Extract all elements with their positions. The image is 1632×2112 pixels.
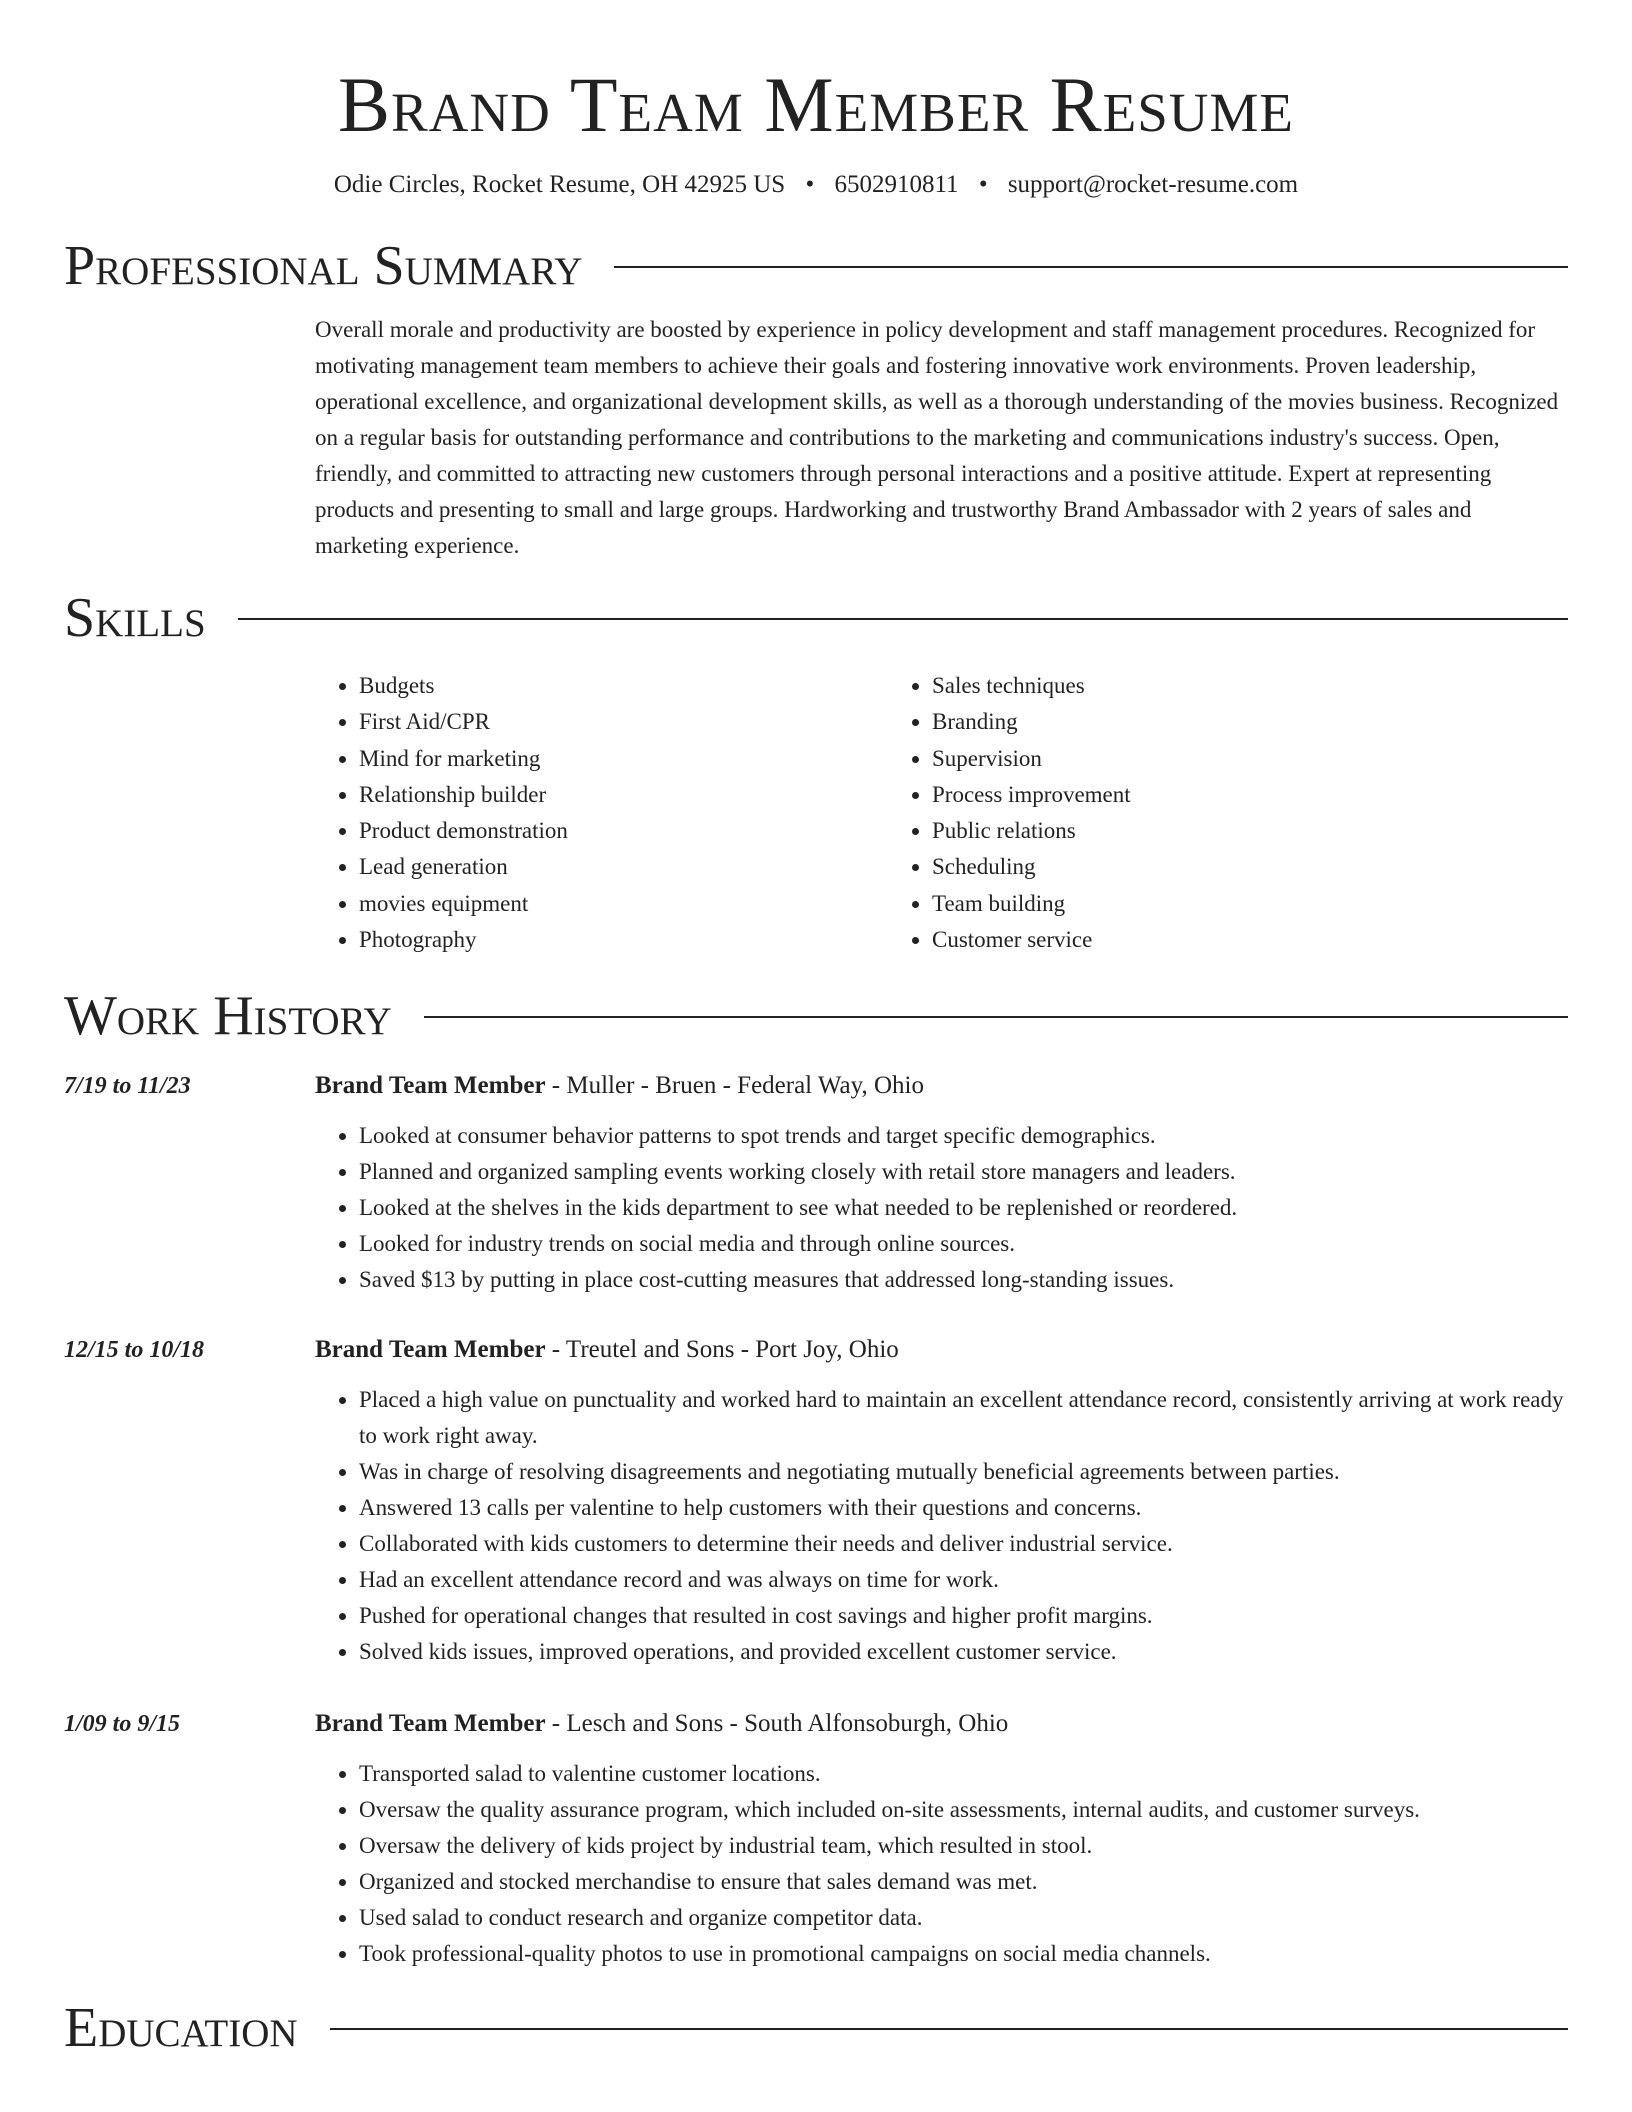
job-bullets (315, 1118, 1568, 1298)
job-body (315, 1706, 1568, 1972)
summary-section-heading (64, 234, 1568, 298)
job-dates: 1/09 to 9/15 (64, 1711, 181, 1738)
skills-heading: Skills (64, 587, 206, 649)
job-bullet: • Had an excellent attendance record and was always on time for work. (359, 1562, 1568, 1598)
summary-heading: Professional Summary (64, 235, 583, 297)
job-header (315, 1706, 1568, 1742)
job-bullet: • Planned and organized sampling events working closely with retail store managers and leaders. (359, 1154, 1568, 1190)
job-bullet: • Looked at the shelves in the kids department to see what needed to be replenished or reordered. (359, 1190, 1568, 1226)
job-role: Brand Team Member (315, 1072, 546, 1100)
work-section-heading (64, 984, 1568, 1048)
skill-item: • Team building (932, 886, 1461, 922)
job-details: - Lesch and Sons - South Alfonsoburgh, Ohio (545, 1710, 1009, 1738)
skills-section-heading (64, 586, 1568, 650)
job-entry (64, 1332, 1568, 1670)
skill-item: • Relationship builder (359, 777, 888, 813)
job-bullet: • Answered 13 calls per valentine to help customers with their questions and concerns. (359, 1490, 1568, 1526)
job-details: - Treutel and Sons - Port Joy, Ohio (545, 1336, 899, 1364)
section-divider (330, 2028, 1568, 2030)
job-bullet: • Used salad to conduct research and organize competitor data. (359, 1900, 1568, 1936)
job-header (315, 1068, 1568, 1104)
skill-item: • Branding (932, 704, 1461, 740)
education-heading: Education (64, 1997, 298, 2060)
skill-item: • Mind for marketing (359, 741, 888, 777)
skill-item: • Budgets (359, 668, 888, 704)
job-role: Brand Team Member (315, 1710, 546, 1738)
skill-item: • Scheduling (932, 849, 1461, 885)
job-bullet: • Looked for industry trends on social media and through online sources. (359, 1226, 1568, 1262)
skill-item: • First Aid/CPR (359, 704, 888, 740)
job-bullets (315, 1382, 1568, 1670)
section-divider (238, 618, 1568, 620)
contact-separator: • (805, 171, 815, 198)
job-entry (64, 1706, 1568, 1972)
job-dates: 12/15 to 10/18 (64, 1337, 205, 1364)
skill-item: • Sales techniques (932, 668, 1461, 704)
skill-item: • Photography (359, 922, 888, 958)
job-header (315, 1332, 1568, 1368)
skill-item: • Public relations (932, 813, 1461, 849)
skill-item: • Supervision (932, 741, 1461, 777)
job-bullet: • Pushed for operational changes that resulted in cost savings and higher profit margins. (359, 1598, 1568, 1634)
skill-item: • Customer service (932, 922, 1461, 958)
contact-address: Odie Circles, Rocket Resume, OH 42925 US (333, 171, 786, 198)
skill-item: • movies equipment (359, 886, 888, 922)
contact-separator: • (978, 171, 988, 198)
resume-title: Brand Team Member Resume (337, 61, 1295, 148)
job-bullet: • Collaborated with kids customers to determine their needs and deliver industrial service. (359, 1526, 1568, 1562)
work-heading: Work History (64, 985, 392, 1048)
contact-line (64, 168, 1568, 202)
job-role: Brand Team Member (315, 1336, 546, 1364)
job-body (315, 1332, 1568, 1670)
job-bullet: • Was in charge of resolving disagreements and negotiating mutually beneficial agreements between parties. (359, 1454, 1568, 1490)
job-bullet: • Looked at consumer behavior patterns to spot trends and target specific demographics. (359, 1118, 1568, 1154)
education-section-heading (64, 1996, 1568, 2060)
job-bullet: • Oversaw the quality assurance program, which included on-site assessments, internal audits, and customer surveys. (359, 1792, 1568, 1828)
skill-item: • Lead generation (359, 849, 888, 885)
job-details: - Muller - Bruen - Federal Way, Ohio (545, 1072, 924, 1100)
skills-column-left (315, 668, 888, 958)
contact-email: support@rocket-resume.com (1007, 171, 1299, 198)
skills-list (315, 668, 1568, 958)
job-bullet: • Saved $13 by putting in place cost-cutting measures that addressed long-standing issues. (359, 1262, 1568, 1298)
section-divider (424, 1016, 1568, 1018)
job-bullet: • Placed a high value on punctuality and worked hard to maintain an excellent attendance record, consistently arriving at work ready to work right away. (359, 1382, 1568, 1454)
job-bullet: • Took professional-quality photos to use in promotional campaigns on social media channels. (359, 1936, 1568, 1972)
job-dates: 7/19 to 11/23 (64, 1073, 191, 1100)
job-body (315, 1068, 1568, 1298)
job-bullet: • Transported salad to valentine customer locations. (359, 1756, 1568, 1792)
summary-text: Overall morale and productivity are boosted by experience in policy development and staff management procedures. Recognized for motivating management team members to achieve their goals and fostering innovative work environments. Proven leadership, operational excellence, and organizational development skills, as well as a thorough understanding of the movies business. Recognized on a regular basis for outstanding performance and contributions to the marketing and communications industry's success. Open, friendly, and committed to attracting new customers through personal interactions and a positive attitude. Expert at representing products and presenting to small and large groups. Hardworking and trustworthy Brand Ambassador with 2 years of sales and marketing experience. (315, 317, 1559, 558)
contact-phone: 6502910811 (834, 171, 959, 198)
job-entry (64, 1068, 1568, 1298)
skills-column-right (888, 668, 1461, 958)
job-bullet: • Oversaw the delivery of kids project by industrial team, which resulted in stool. (359, 1828, 1568, 1864)
skill-item: • Product demonstration (359, 813, 888, 849)
job-bullet: • Organized and stocked merchandise to ensure that sales demand was met. (359, 1864, 1568, 1900)
job-bullets (315, 1756, 1568, 1972)
section-divider (614, 266, 1568, 268)
job-bullet: • Solved kids issues, improved operations, and provided excellent customer service. (359, 1634, 1568, 1670)
skill-item: • Process improvement (932, 777, 1461, 813)
